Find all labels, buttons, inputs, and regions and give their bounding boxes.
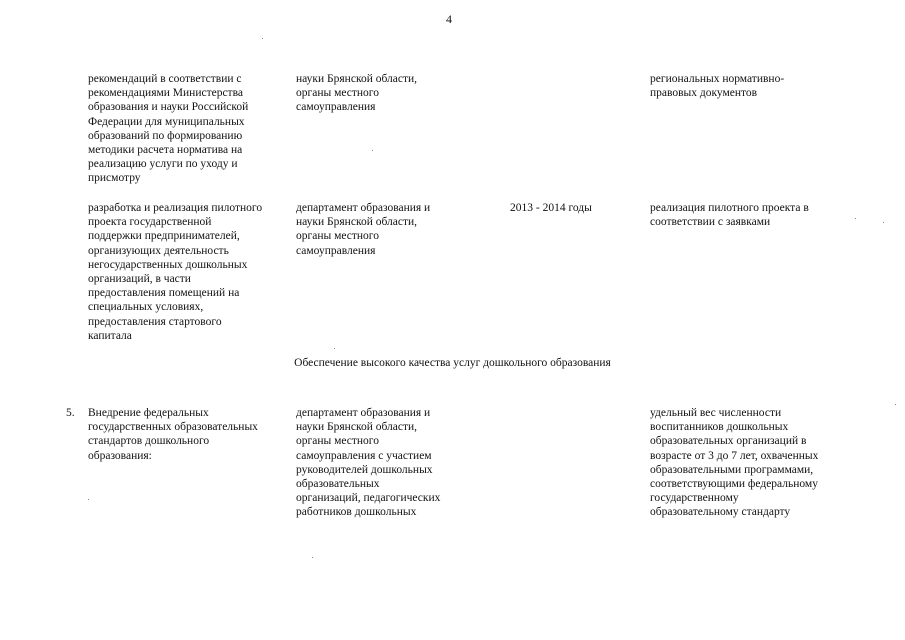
row-5-description: Внедрение федеральных государственных образовательных стандартов дошкольного образования: <box>88 407 258 462</box>
scan-speck <box>372 150 373 151</box>
scan-speck <box>262 38 263 39</box>
row-b-description: разработка и реализация пилотного проекта государственной поддержки предпринимателей, организующих деятельность негосударственных дошкольных организаций, в части предоставления помещений на специальных условиях, предоставления стартового капитала <box>88 202 263 342</box>
row-5-result: удельный вес численности воспитанников дошкольных образовательных организаций в возрасте от 3 до 7 лет, охваченных образовательными программами, соответствующими федеральному государственному образовательному стандарту <box>650 407 819 519</box>
row-a-description: рекомендаций в соответствии с рекомендациями Министерства образования и науки Российской Федерации для муниципальных образований по формированию методики расчета норматива на реализацию услуги по уходу и присмотру <box>88 73 249 185</box>
scan-speck <box>312 557 313 558</box>
scan-speck <box>855 218 856 219</box>
scan-speck <box>334 348 335 349</box>
scan-speck <box>895 404 896 405</box>
row-a-result: региональных нормативно- правовых документов <box>650 73 785 100</box>
row-5-number: 5. <box>66 407 75 419</box>
row-b-period: 2013 - 2014 годы <box>510 202 592 214</box>
row-b-responsible: департамент образования и науки Брянской области, органы местного самоуправления <box>296 202 431 257</box>
scan-speck <box>88 499 89 500</box>
scan-speck <box>883 222 884 223</box>
row-b-result: реализация пилотного проекта в соответствии с заявками <box>650 202 809 229</box>
row-5-responsible: департамент образования и науки Брянской области, органы местного самоуправления с участием руководителей дошкольных образовательных организаций, педагогических работников дошкольных <box>296 407 441 519</box>
row-a-responsible: науки Брянской области, органы местного самоуправления <box>296 73 418 114</box>
page-number: 4 <box>446 12 452 26</box>
section-title: Обеспечение высокого качества услуг дошкольного образования <box>294 357 611 369</box>
